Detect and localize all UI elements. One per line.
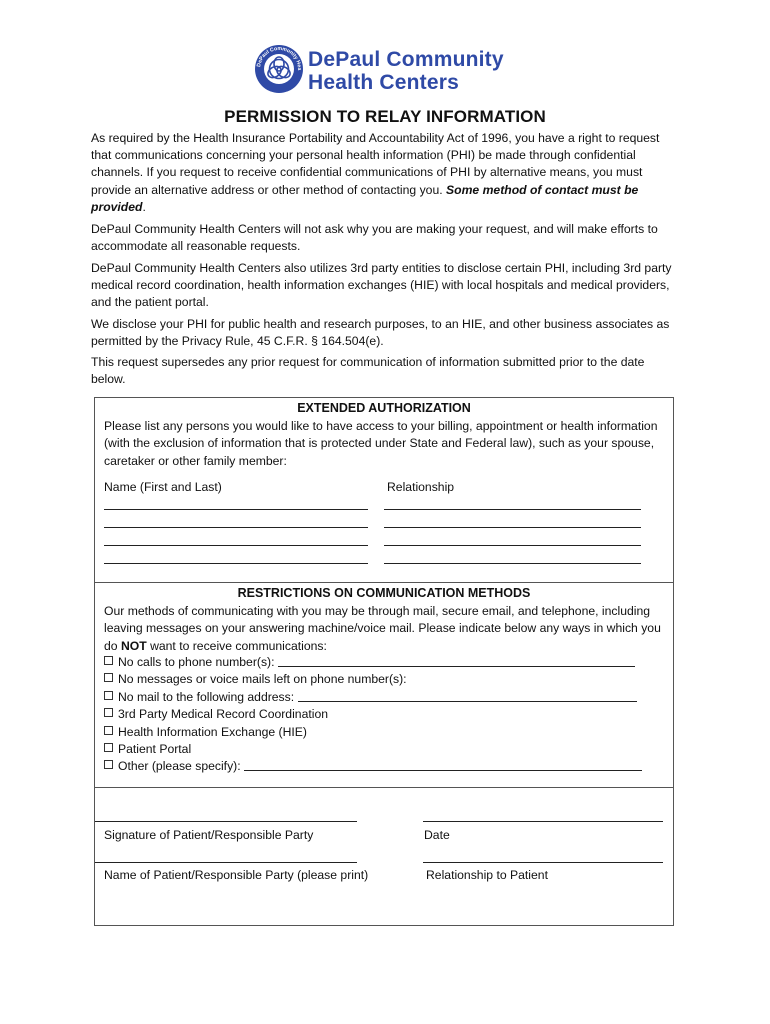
phone-number-line[interactable] [278, 655, 635, 667]
extended-authorization-heading: EXTENDED AUTHORIZATION [297, 401, 471, 415]
extended-authorization-text: Please list any persons you would like to have access to your billing, appointment or health information (with the exclusion of information that is protected under State and Federal law), such as your spouse, caretaker or other family member: [104, 419, 658, 468]
intro-paragraph-1 [91, 130, 681, 216]
logo-emblem-icon [254, 44, 304, 94]
other-specify-line[interactable] [244, 759, 642, 771]
relationship-line-1[interactable] [384, 509, 641, 510]
relationship-line-4[interactable] [384, 563, 641, 564]
option-label: Patient Portal [118, 742, 192, 757]
relationship-to-patient-line[interactable] [423, 862, 663, 863]
extended-authorization-section [94, 397, 674, 583]
restrictions-section [94, 583, 674, 788]
intro-paragraph-5: This request supersedes any prior request for communication of information submitted prior to the date below. [91, 355, 645, 387]
checkbox[interactable] [104, 673, 113, 682]
restrictions-text [104, 603, 664, 655]
option-no-messages [104, 671, 664, 688]
option-other [104, 758, 664, 775]
intro-p1-end: . [142, 199, 146, 214]
date-label: Date [424, 828, 450, 842]
name-line-2[interactable] [104, 527, 368, 528]
relationship-to-patient-label: Relationship to Patient [426, 868, 548, 882]
name-column-label: Name (First and Last) [104, 480, 222, 494]
option-no-calls [104, 654, 664, 671]
relationship-line-3[interactable] [384, 545, 641, 546]
restrictions-heading: RESTRICTIONS ON COMMUNICATION METHODS [237, 586, 531, 600]
checkbox[interactable] [104, 691, 113, 700]
logo [254, 44, 514, 98]
option-label: 3rd Party Medical Record Coordination [118, 707, 328, 722]
date-line[interactable] [423, 821, 663, 822]
checkbox[interactable] [104, 656, 113, 665]
signature-label: Signature of Patient/Responsible Party [104, 828, 314, 842]
checkbox[interactable] [104, 743, 113, 752]
option-patient-portal [104, 741, 664, 758]
logo-line-1: DePaul Community [308, 48, 504, 71]
signature-line[interactable] [95, 821, 357, 822]
name-line-1[interactable] [104, 509, 368, 510]
restrictions-text-after: want to receive communications: [146, 638, 327, 653]
intro-p1-text: As required by the Health Insurance Portability and Accountability Act of 1996, you have a right to request that communications concerning your personal health information (PHI) be made through confidential channels. If you request to receive confidential communications of PHI by alternative means, you must provide an alternative address or other method of contacting you. [91, 131, 660, 197]
restrictions-text-before: Our methods of communicating with you may be through mail, secure email, and telephone, including leaving messages on your answering machine/voice mail. Please indicate below any ways in which you do [104, 604, 661, 653]
signature-section [94, 788, 674, 926]
intro-paragraph-3: DePaul Community Health Centers also utilizes 3rd party entities to disclose certain PHI, including 3rd party medical record coordination, health information exchanges (HIE) with local hospitals and medical providers, and the patient portal. [91, 261, 672, 310]
option-label: No mail to the following address: [118, 689, 295, 704]
option-label: Health Information Exchange (HIE) [118, 724, 307, 739]
name-line-4[interactable] [104, 563, 368, 564]
intro-p1-emphasis: Some method of contact must be provided [91, 182, 639, 214]
relationship-line-2[interactable] [384, 527, 641, 528]
intro-paragraph-2: DePaul Community Health Centers will not ask why you are making your request, and will make efforts to accommodate all reasonable requests. [91, 222, 658, 254]
checkbox[interactable] [104, 760, 113, 769]
option-label: No calls to phone number(s): [118, 655, 275, 669]
option-label: Other (please specify): [118, 759, 241, 774]
option-label: No messages or voice mails left on phone number(s): [118, 672, 407, 687]
option-no-mail [104, 689, 664, 706]
intro-paragraph-4: We disclose your PHI for public health and research purposes, to an HIE, and other business associates as permitted by the Privacy Rule, 45 C.F.R. § 164.504(e). [91, 317, 670, 349]
address-line[interactable] [298, 690, 637, 702]
page-title: PERMISSION TO RELAY INFORMATION [224, 107, 546, 126]
printed-name-line[interactable] [95, 862, 357, 863]
printed-name-label: Name of Patient/Responsible Party (please print) [104, 868, 369, 882]
name-line-3[interactable] [104, 545, 368, 546]
checkbox[interactable] [104, 708, 113, 717]
checkbox[interactable] [104, 726, 113, 735]
option-hie [104, 724, 664, 741]
logo-ring-text: DePaul Community Hea [256, 45, 303, 71]
restriction-options [104, 654, 664, 776]
logo-line-2: Health Centers [308, 71, 460, 94]
option-third-party [104, 706, 664, 723]
logo-wordmark [308, 48, 504, 94]
restrictions-not: NOT [120, 638, 147, 653]
relationship-column-label: Relationship [387, 480, 455, 494]
